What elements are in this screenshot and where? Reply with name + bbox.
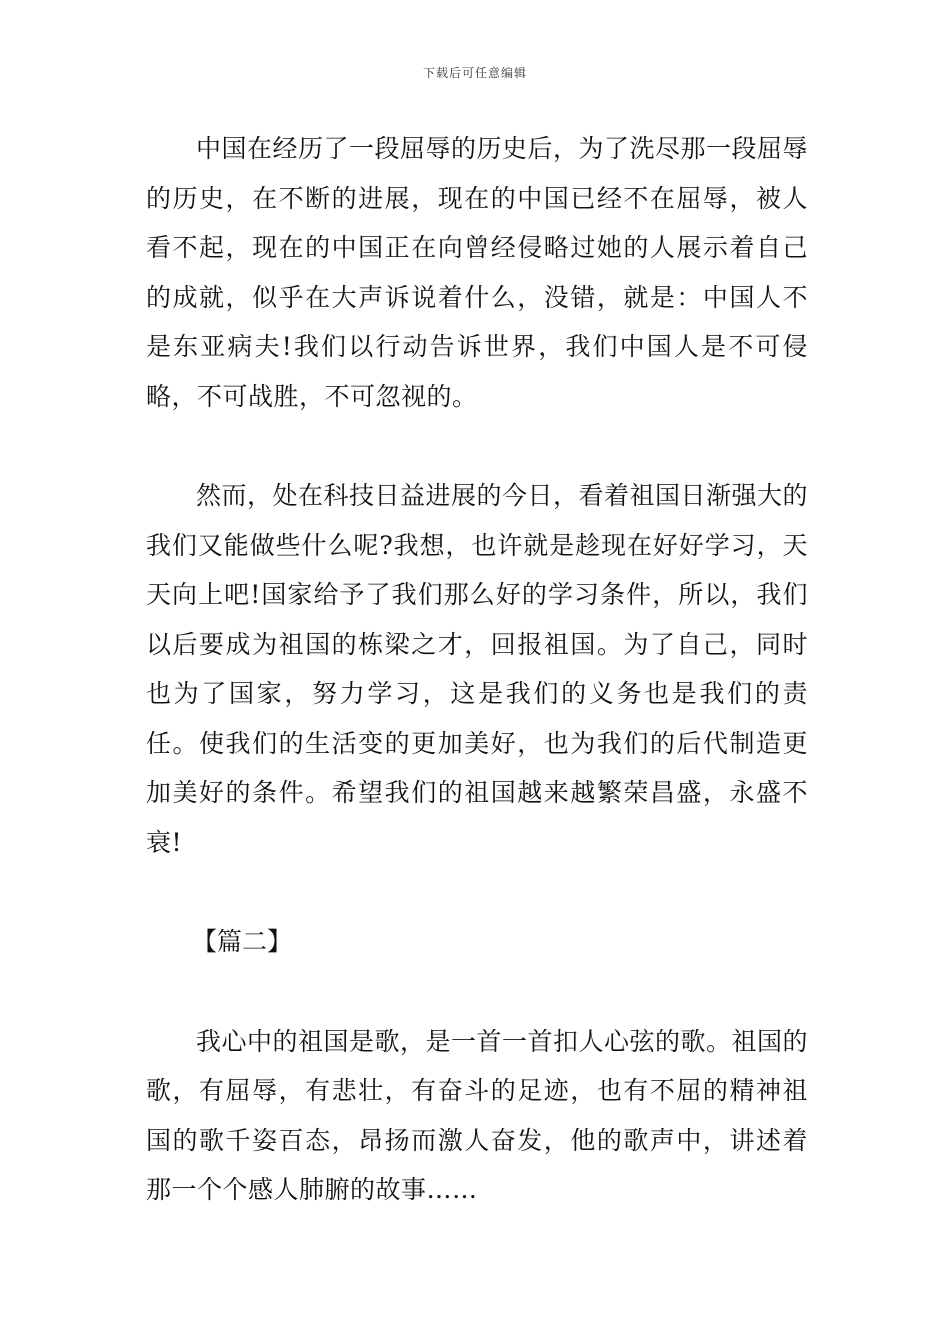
paragraph-2: 然而，处在科技日益进展的今日，看着祖国日渐强大的我们又能做些什么呢?我想，也许就是趁现在好好学习，天天向上吧!国家给予了我们那么好的学习条件，所以，我们以后要成为祖国的栋梁之才，回报祖国。为了自己，同时也为了国家，努力学习，这是我们的义务也是我们的责任。使我们的生活变的更加美好，也为我们的后代制造更加美好的条件。希望我们的祖国越来越繁荣昌盛，永盛不衰! (146, 481, 809, 857)
document-body (146, 124, 808, 1215)
section-heading: 【篇二】 (192, 927, 293, 956)
paragraph-1: 中国在经历了一段屈辱的历史后，为了洗尽那一段屈辱的历史，在不断的进展，现在的中国已经不在屈辱，被人看不起，现在的中国正在向曾经侵略过她的人展示着自己的成就，似乎在大声诉说着什么，没错，就是：中国人不是东亚病夫!我们以行动告诉世界，我们中国人是不可侵略，不可战胜，不可忽视的。 (146, 134, 809, 411)
page-header-note: 下载后可任意编辑 (422, 66, 527, 80)
paragraph-3: 我心中的祖国是歌，是一首一首扣人心弦的歌。祖国的歌，有屈辱，有悲壮，有奋斗的足迹，也有不屈的精神祖国的歌千姿百态，昂扬而激人奋发，他的歌声中，讲述着那一个个感人肺腑的故事…… (146, 1026, 809, 1204)
